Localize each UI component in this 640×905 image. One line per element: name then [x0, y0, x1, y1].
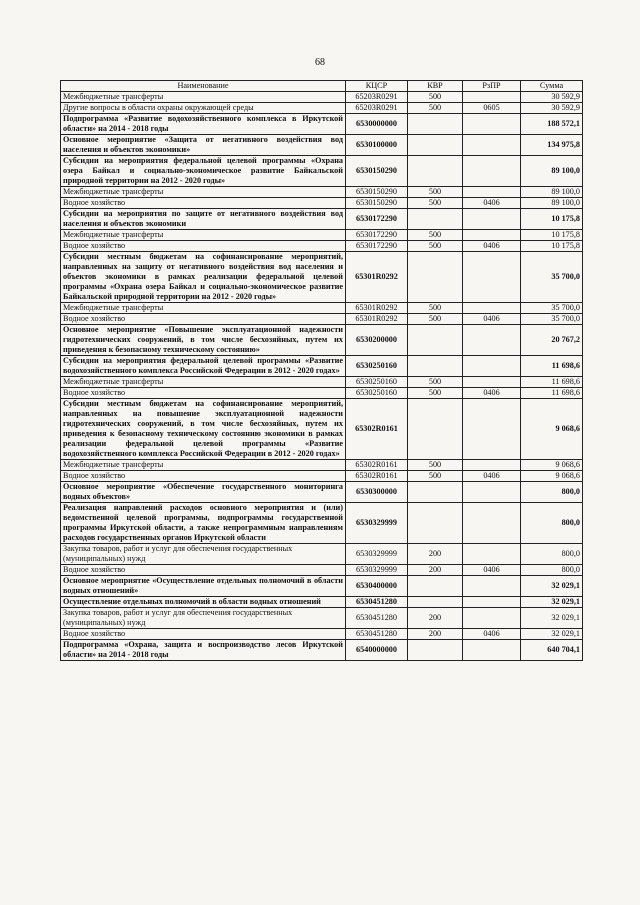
- cell-sum: 35 700,0: [521, 303, 583, 314]
- cell-kcsr: 6530150290: [346, 156, 408, 187]
- cell-name: Водное хозяйство: [61, 388, 346, 399]
- cell-sum: 11 698,6: [521, 388, 583, 399]
- table-row: [61, 388, 583, 399]
- cell-rzpr: [463, 377, 521, 388]
- table-row: [61, 640, 583, 661]
- cell-kcsr: 65203R0291: [346, 103, 408, 114]
- cell-rzpr: 0406: [463, 314, 521, 325]
- cell-kcsr: 6530100000: [346, 135, 408, 156]
- cell-rzpr: [463, 460, 521, 471]
- cell-sum: 89 100,0: [521, 198, 583, 209]
- cell-name: Субсидии местным бюджетам на софинансирование мероприятий, направленных на защиту от негативного воздействия вод населения и объектов экономики в рамках реализации федеральной целевой программы «Охрана озера Байкал и социально-экономическое развитие Байкальской природной территории на 2012 - 2020 годы»: [61, 252, 346, 303]
- cell-kcsr: 65301R0292: [346, 252, 408, 303]
- cell-kcsr: 6530250160: [346, 356, 408, 377]
- cell-sum: 89 100,0: [521, 187, 583, 198]
- cell-kcsr: 65301R0292: [346, 303, 408, 314]
- cell-rzpr: 0406: [463, 471, 521, 482]
- cell-sum: 10 175,8: [521, 230, 583, 241]
- table-header-row: [61, 81, 583, 92]
- table-row: [61, 544, 583, 565]
- table-row: [61, 377, 583, 388]
- cell-name: Водное хозяйство: [61, 198, 346, 209]
- table-row: [61, 303, 583, 314]
- cell-kcsr: 6530250160: [346, 377, 408, 388]
- header-name: Наименование: [61, 81, 346, 92]
- cell-name: Подпрограмма «Охрана, защита и воспроизводство лесов Иркутской области» на 2014 - 2018 годы: [61, 640, 346, 661]
- cell-name: Субсидии на мероприятия по защите от негативного воздействия вод населения и объектов экономики: [61, 209, 346, 230]
- cell-sum: 11 698,6: [521, 356, 583, 377]
- cell-sum: 10 175,8: [521, 209, 583, 230]
- table-row: [61, 399, 583, 460]
- cell-rzpr: 0406: [463, 565, 521, 576]
- cell-kvr: [408, 597, 463, 608]
- cell-name: Основное мероприятие «Обеспечение государственного мониторинга водных объектов»: [61, 482, 346, 503]
- cell-name: Субсидии на мероприятия федеральной целевой программы «Развитие водохозяйственного комплекса Российской Федерации в 2012 - 2020 годах»: [61, 356, 346, 377]
- cell-name: Межбюджетные трансферты: [61, 92, 346, 103]
- cell-kvr: 500: [408, 92, 463, 103]
- cell-kvr: 500: [408, 230, 463, 241]
- cell-sum: 32 029,1: [521, 608, 583, 629]
- cell-kcsr: 65301R0292: [346, 314, 408, 325]
- cell-name: Основное мероприятие «Защита от негативного воздействия вод населения и объектов экономики»: [61, 135, 346, 156]
- cell-name: Межбюджетные трансферты: [61, 377, 346, 388]
- cell-kcsr: 65302R0161: [346, 460, 408, 471]
- cell-rzpr: [463, 399, 521, 460]
- table-row: [61, 503, 583, 544]
- cell-name: Водное хозяйство: [61, 241, 346, 252]
- cell-kvr: 500: [408, 241, 463, 252]
- cell-kvr: [408, 209, 463, 230]
- cell-rzpr: [463, 92, 521, 103]
- cell-kcsr: 6530000000: [346, 114, 408, 135]
- table-row: [61, 156, 583, 187]
- table-row: [61, 608, 583, 629]
- cell-sum: 20 767,2: [521, 325, 583, 356]
- cell-kcsr: 6530329999: [346, 503, 408, 544]
- cell-name: Закупка товаров, работ и услуг для обеспечения государственных (муниципальных) нужд: [61, 544, 346, 565]
- table-row: [61, 482, 583, 503]
- cell-name: Субсидии местным бюджетам на софинансирование мероприятий, направленных на повышение эксплуатационной надежности гидротехнических сооружений, в том числе бесхозяйных, путем их приведения к безопасному техническому состоянию экономики в рамках реализации федеральной целевой программы «Развитие водохозяйственного комплекса Российской Федерации в 2012 - 2020 годах»: [61, 399, 346, 460]
- cell-rzpr: [463, 608, 521, 629]
- cell-sum: 30 592,9: [521, 103, 583, 114]
- cell-name: Субсидии на мероприятия федеральной целевой программы «Охрана озера Байкал и социально-экономическое развитие Байкальской природной территории на 2012 - 2020 годы»: [61, 156, 346, 187]
- cell-kvr: [408, 503, 463, 544]
- cell-rzpr: [463, 303, 521, 314]
- table-row: [61, 576, 583, 597]
- cell-sum: 800,0: [521, 482, 583, 503]
- cell-name: Основное мероприятие «Осуществление отдельных полномочий в области водных отношений»: [61, 576, 346, 597]
- cell-sum: 32 029,1: [521, 576, 583, 597]
- table-row: [61, 187, 583, 198]
- cell-name: Водное хозяйство: [61, 565, 346, 576]
- cell-name: Осуществление отдельных полномочий в области водных отношений: [61, 597, 346, 608]
- cell-kvr: [408, 156, 463, 187]
- cell-kcsr: 6530250160: [346, 388, 408, 399]
- cell-kcsr: 6530172290: [346, 209, 408, 230]
- cell-kvr: [408, 640, 463, 661]
- cell-kvr: 500: [408, 460, 463, 471]
- cell-kvr: 500: [408, 187, 463, 198]
- header-kvr: КВР: [408, 81, 463, 92]
- cell-kvr: [408, 356, 463, 377]
- cell-kvr: [408, 576, 463, 597]
- cell-rzpr: 0605: [463, 103, 521, 114]
- table-row: [61, 325, 583, 356]
- header-rzpr: РзПР: [463, 81, 521, 92]
- cell-rzpr: [463, 209, 521, 230]
- cell-sum: 32 029,1: [521, 629, 583, 640]
- cell-kcsr: 6540000000: [346, 640, 408, 661]
- cell-sum: 640 704,1: [521, 640, 583, 661]
- cell-kcsr: 65302R0161: [346, 399, 408, 460]
- cell-sum: 9 068,6: [521, 460, 583, 471]
- cell-kvr: [408, 482, 463, 503]
- cell-rzpr: [463, 187, 521, 198]
- cell-rzpr: [463, 597, 521, 608]
- table-row: [61, 103, 583, 114]
- table-row: [61, 460, 583, 471]
- cell-sum: 35 700,0: [521, 252, 583, 303]
- cell-sum: 800,0: [521, 503, 583, 544]
- cell-rzpr: [463, 230, 521, 241]
- cell-kcsr: 6530150290: [346, 198, 408, 209]
- cell-kvr: 500: [408, 471, 463, 482]
- cell-name: Основное мероприятие «Повышение эксплуатационной надежности гидротехнических сооружений, в том числе бесхозяйных, путем их приведения к безопасному техническому состоянию»: [61, 325, 346, 356]
- table-row: [61, 92, 583, 103]
- cell-sum: 89 100,0: [521, 156, 583, 187]
- cell-name: Межбюджетные трансферты: [61, 230, 346, 241]
- cell-rzpr: 0406: [463, 388, 521, 399]
- cell-kcsr: 6530451280: [346, 629, 408, 640]
- cell-kvr: 500: [408, 198, 463, 209]
- budget-table: [60, 80, 583, 661]
- cell-rzpr: [463, 252, 521, 303]
- cell-sum: 32 029,1: [521, 597, 583, 608]
- cell-sum: 11 698,6: [521, 377, 583, 388]
- table-row: [61, 597, 583, 608]
- cell-rzpr: [463, 576, 521, 597]
- cell-name: Подпрограмма «Развитие водохозяйственного комплекса в Иркутской области» на 2014 - 2018 годы: [61, 114, 346, 135]
- cell-name: Реализация направлений расходов основного мероприятия и (или) ведомственной целевой программы, подпрограммы государственной программы Иркутской области, а также непрограммным направлениям расходов государственных органов Иркутской области: [61, 503, 346, 544]
- cell-rzpr: [463, 482, 521, 503]
- cell-kcsr: 6530400000: [346, 576, 408, 597]
- cell-name: Водное хозяйство: [61, 471, 346, 482]
- cell-kvr: 500: [408, 388, 463, 399]
- header-sum: Сумма: [521, 81, 583, 92]
- cell-kcsr: 6530329999: [346, 544, 408, 565]
- cell-kcsr: 6530150290: [346, 187, 408, 198]
- table-row: [61, 629, 583, 640]
- cell-kvr: [408, 114, 463, 135]
- table-row: [61, 230, 583, 241]
- cell-rzpr: [463, 135, 521, 156]
- header-kcsr: КЦСР: [346, 81, 408, 92]
- page-number: 68: [315, 57, 325, 68]
- cell-kcsr: 6530172290: [346, 241, 408, 252]
- cell-kvr: [408, 135, 463, 156]
- cell-sum: 134 975,8: [521, 135, 583, 156]
- cell-name: Закупка товаров, работ и услуг для обеспечения государственных (муниципальных) нужд: [61, 608, 346, 629]
- cell-kcsr: 6530451280: [346, 608, 408, 629]
- cell-kcsr: 6530300000: [346, 482, 408, 503]
- cell-kvr: [408, 325, 463, 356]
- cell-rzpr: [463, 640, 521, 661]
- cell-sum: 30 592,9: [521, 92, 583, 103]
- cell-kcsr: 6530451280: [346, 597, 408, 608]
- table-row: [61, 135, 583, 156]
- cell-sum: 9 068,6: [521, 471, 583, 482]
- cell-sum: 800,0: [521, 544, 583, 565]
- cell-sum: 35 700,0: [521, 314, 583, 325]
- cell-kvr: 200: [408, 565, 463, 576]
- table-row: [61, 209, 583, 230]
- table-row: [61, 314, 583, 325]
- cell-kcsr: 6530329999: [346, 565, 408, 576]
- table-body: [61, 92, 583, 661]
- cell-name: Межбюджетные трансферты: [61, 303, 346, 314]
- table-row: [61, 565, 583, 576]
- cell-rzpr: [463, 503, 521, 544]
- cell-sum: 9 068,6: [521, 399, 583, 460]
- cell-kvr: 200: [408, 629, 463, 640]
- cell-rzpr: 0406: [463, 241, 521, 252]
- table-row: [61, 471, 583, 482]
- cell-rzpr: 0406: [463, 198, 521, 209]
- cell-sum: 188 572,1: [521, 114, 583, 135]
- table-row: [61, 356, 583, 377]
- table-row: [61, 114, 583, 135]
- table-row: [61, 198, 583, 209]
- cell-rzpr: 0406: [463, 629, 521, 640]
- cell-kcsr: 65203R0291: [346, 92, 408, 103]
- cell-rzpr: [463, 156, 521, 187]
- cell-kvr: 200: [408, 608, 463, 629]
- cell-kcsr: 6530200000: [346, 325, 408, 356]
- cell-rzpr: [463, 356, 521, 377]
- cell-kvr: 500: [408, 303, 463, 314]
- table-row: [61, 252, 583, 303]
- cell-sum: 10 175,8: [521, 241, 583, 252]
- cell-kvr: 500: [408, 103, 463, 114]
- cell-name: Межбюджетные трансферты: [61, 187, 346, 198]
- cell-name: Водное хозяйство: [61, 314, 346, 325]
- cell-name: Другие вопросы в области охраны окружающей среды: [61, 103, 346, 114]
- cell-kcsr: 65302R0161: [346, 471, 408, 482]
- cell-rzpr: [463, 114, 521, 135]
- cell-kvr: 200: [408, 544, 463, 565]
- cell-kvr: [408, 252, 463, 303]
- cell-sum: 800,0: [521, 565, 583, 576]
- cell-kcsr: 6530172290: [346, 230, 408, 241]
- cell-kvr: [408, 399, 463, 460]
- cell-kvr: 500: [408, 314, 463, 325]
- cell-rzpr: [463, 325, 521, 356]
- cell-name: Межбюджетные трансферты: [61, 460, 346, 471]
- cell-kvr: 500: [408, 377, 463, 388]
- cell-rzpr: [463, 544, 521, 565]
- table-row: [61, 241, 583, 252]
- cell-name: Водное хозяйство: [61, 629, 346, 640]
